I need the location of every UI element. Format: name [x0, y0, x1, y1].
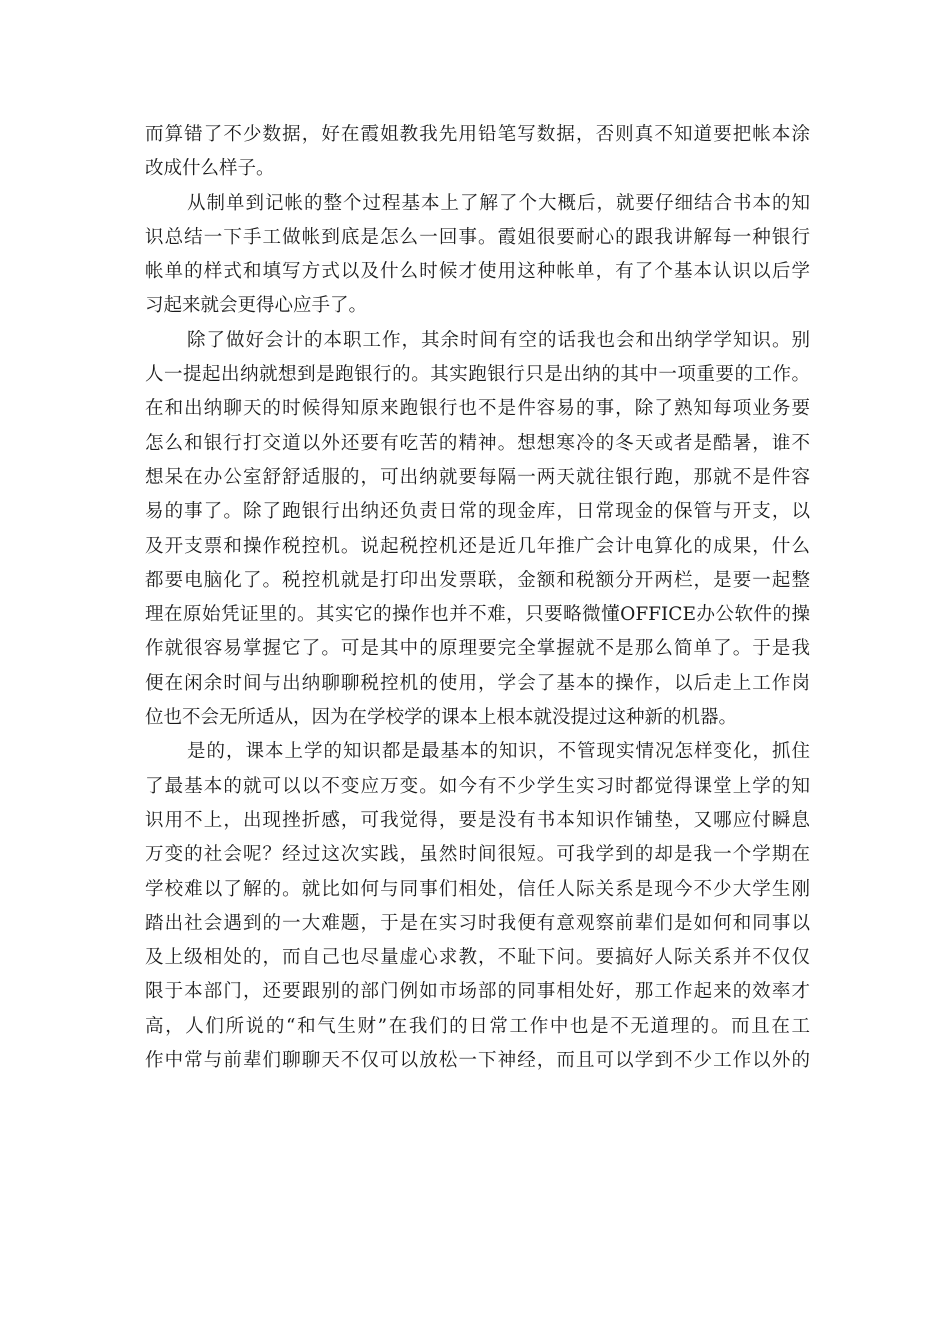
text-line: 而算错了不少数据，好在霞姐教我先用铅笔写数据，否则真不知道要把帐本涂 [145, 124, 810, 145]
text-line: 怎么和银行打交道以外还要有吃苦的精神。想想寒冷的冬天或者是酷暑，谁不 [145, 432, 810, 454]
text-line: 了最基本的就可以以不变应万变。如今有不少学生实习时都觉得课堂上学的知 [145, 775, 810, 797]
text-line: 高，人们所说的“和气生财”在我们的日常工作中也是不无道理的。而且在工 [145, 1015, 810, 1037]
text-line: 作中常与前辈们聊聊天不仅可以放松一下神经，而且可以学到不少工作以外的 [145, 1050, 810, 1072]
text-line: 帐单的样式和填写方式以及什么时候才使用这种帐单，有了个基本认识以后学 [145, 261, 810, 283]
text-line: 习起来就会更得心应手了。 [145, 295, 368, 317]
text-line: 识总结一下手工做帐到底是怎么一回事。霞姐很要耐心的跟我讲解每一种银行 [145, 226, 810, 248]
text-line: 易的事了。除了跑银行出纳还负责日常的现金库，日常现金的保管与开支，以 [145, 501, 810, 523]
text-line: 及上级相处的，而自己也尽量虚心求教，不耻下问。要搞好人际关系并不仅仅 [145, 947, 810, 969]
text-line: 及开支票和操作税控机。说起税控机还是近几年推广会计电算化的成果，什么 [145, 535, 810, 557]
text-line: 人一提起出纳就想到是跑银行的。其实跑银行只是出纳的其中一项重要的工作。 [145, 364, 810, 386]
paragraph-first-line: 从制单到记帐的整个过程基本上了解了个大概后，就要仔细结合书本的知 [187, 192, 810, 214]
text-line: 学校难以了解的。就比如何与同事们相处，信任人际关系是现今不少大学生刚 [145, 878, 810, 900]
text-line: 理在原始凭证里的。其实它的操作也并不难，只要略微懂OFFICE办公软件的操 [145, 604, 810, 626]
text-line: 限于本部门，还要跟别的部门例如市场部的同事相处好，那工作起来的效率才 [145, 981, 810, 1003]
text-line: 在和出纳聊天的时候得知原来跑银行也不是件容易的事，除了熟知每项业务要 [145, 398, 810, 420]
text-line: 改成什么样子。 [145, 158, 275, 180]
paragraph-first-line: 是的，课本上学的知识都是最基本的知识，不管现实情况怎样变化，抓住 [187, 741, 810, 763]
text-line: 万变的社会呢？经过这次实践，虽然时间很短。可我学到的却是我一个学期在 [145, 844, 810, 866]
text-line: 便在闲余时间与出纳聊聊税控机的使用，学会了基本的操作，以后走上工作岗 [145, 672, 810, 694]
paragraph-first-line: 除了做好会计的本职工作，其余时间有空的话我也会和出纳学学知识。别 [187, 329, 810, 351]
text-line: 踏出社会遇到的一大难题，于是在实习时我便有意观察前辈们是如何和同事以 [145, 912, 810, 934]
body-text [145, 118, 810, 1078]
text-line: 都要电脑化了。税控机就是打印出发票联，金额和税额分开两栏，是要一起整 [145, 569, 810, 591]
text-line: 位也不会无所适从，因为在学校学的课本上根本就没提过这种新的机器。 [145, 707, 738, 729]
text-line: 识用不上，出现挫折感，可我觉得，要是没有书本知识作铺垫，又哪应付瞬息 [145, 809, 810, 831]
text-line: 想呆在办公室舒舒适服的，可出纳就要每隔一两天就往银行跑，那就不是件容 [145, 466, 810, 488]
text-line: 作就很容易掌握它了。可是其中的原理要完全掌握就不是那么简单了。于是我 [145, 638, 810, 660]
